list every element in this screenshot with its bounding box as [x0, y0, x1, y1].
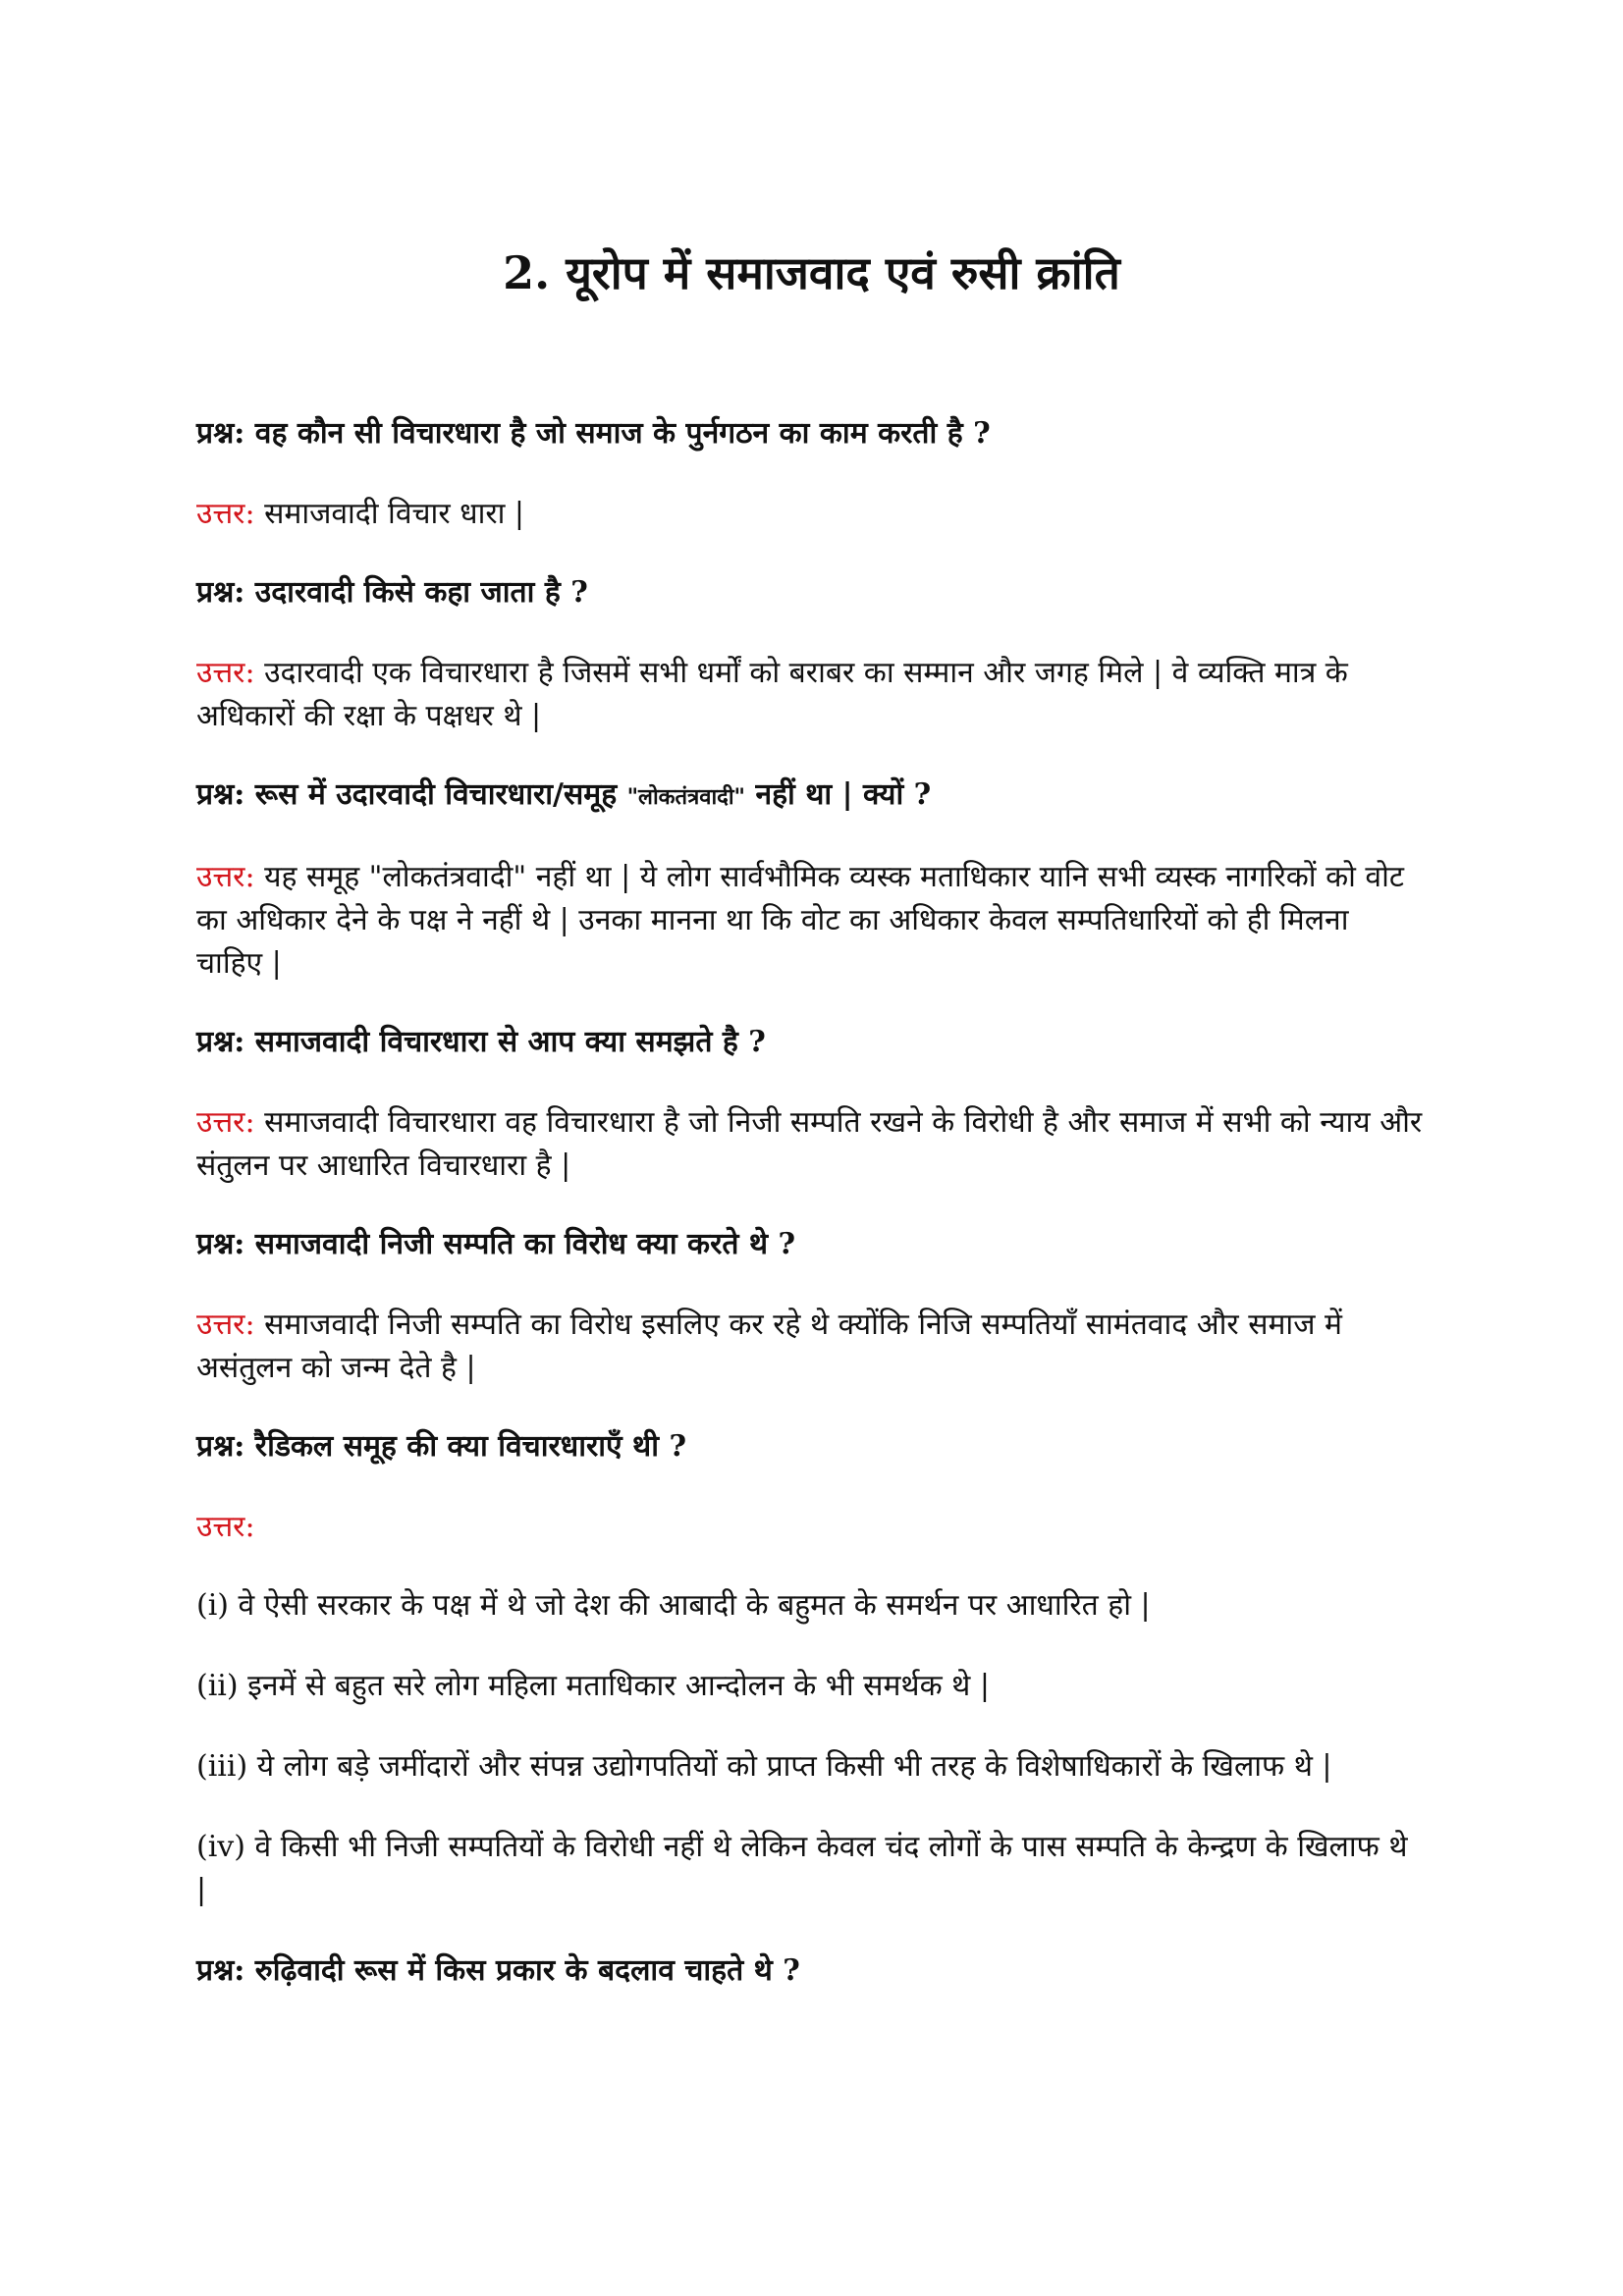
qa-content	[196, 412, 1424, 2030]
page-title: 2. यूरोप में समाजवाद एवं रुसी क्रांति	[503, 246, 1120, 299]
answer-label: उत्तर:	[196, 1510, 255, 1544]
answer-text: यह समूह "लोकतंत्रवादी" नहीं था | ये लोग सार्वभौमिक व्यस्क मताधिकार यानि सभी व्यस्क नागरिकों को वोट का अधिकार देने के पक्ष ने नहीं थे | उनका मानना था कि वोट का अधिकार केवल सम्पतिधारियों को ही मिलना चाहिए |	[196, 860, 1404, 981]
answer	[196, 856, 1424, 986]
answer-label: उत्तर:	[196, 1105, 255, 1140]
answer-text: समाजवादी विचार धारा |	[264, 497, 525, 531]
list-item: (ii) इनमें से बहुत सरे लोग महिला मताधिकार आन्दोलन के भी समर्थक थे |	[196, 1669, 990, 1703]
answer-label: उत्तर:	[196, 860, 255, 894]
answer	[196, 1506, 1424, 1549]
answer-text: समाजवादी विचारधारा वह विचारधारा है जो निजी सम्पति रखने के विरोधी है और समाज में सभी को न्याय और संतुलन पर आधारित विचारधारा है |	[196, 1105, 1423, 1183]
answer	[196, 1304, 1424, 1390]
answer	[196, 652, 1424, 738]
list-item: (iii) ये लोग बड़े जमींदारों और संपन्न उद्योगपतियों को प्राप्त किसी भी तरह के विशेषाधिकारों के खिलाफ थे |	[196, 1749, 1332, 1784]
question-text: प्रश्न: रूस में उदारवादी विचारधारा/समूह	[196, 777, 627, 812]
answer	[196, 493, 1424, 536]
answer-text: उदारवादी एक विचारधारा है जिसमें सभी धर्मों को बराबर का सम्मान और जगह मिले | वे व्यक्ति मात्र के अधिकारों की रक्षा के पक्षधर थे |	[196, 656, 1348, 733]
question: प्रश्न: समाजवादी विचारधारा से आप क्या समझते है ?	[196, 1025, 766, 1059]
question: प्रश्न: समाजवादी निजी सम्पति का विरोध क्या करते थे ?	[196, 1227, 796, 1261]
question-text: नहीं था | क्यों ?	[745, 777, 932, 812]
question: प्रश्न: रैडिकल समूह की क्या विचारधाराएँ थी ?	[196, 1429, 687, 1464]
question: प्रश्न: रुढ़िवादी रूस में किस प्रकार के बदलाव चाहते थे ?	[196, 1953, 800, 1988]
question	[196, 774, 1424, 819]
list-item: (iv) वे किसी भी निजी सम्पतियों के विरोधी नहीं थे लेकिन केवल चंद लोगों के पास सम्पति के केन्द्रण के खिलाफ थे |	[196, 1830, 1408, 1907]
answer-label: उत्तर:	[196, 497, 255, 531]
answer-label: उत्तर:	[196, 1308, 255, 1342]
question: प्रश्न: वह कौन सी विचारधारा है जो समाज के पुर्नगठन का काम करती है ?	[196, 416, 991, 451]
question: प्रश्न: उदारवादी किसे कहा जाता है ?	[196, 575, 588, 610]
question-quoted-term: "लोकतंत्रवादी"	[626, 784, 746, 810]
answer	[196, 1101, 1424, 1188]
answer-text: समाजवादी निजी सम्पति का विरोध इसलिए कर रहे थे क्योंकि निजि सम्पतियाँ सामंतवाद और समाज में असंतुलन को जन्म देते है |	[196, 1308, 1342, 1385]
list-item: (i) वे ऐसी सरकार के पक्ष में थे जो देश की आबादी के बहुमत के समर्थन पर आधारित हो |	[196, 1588, 1151, 1623]
answer-label: उत्तर:	[196, 656, 255, 690]
